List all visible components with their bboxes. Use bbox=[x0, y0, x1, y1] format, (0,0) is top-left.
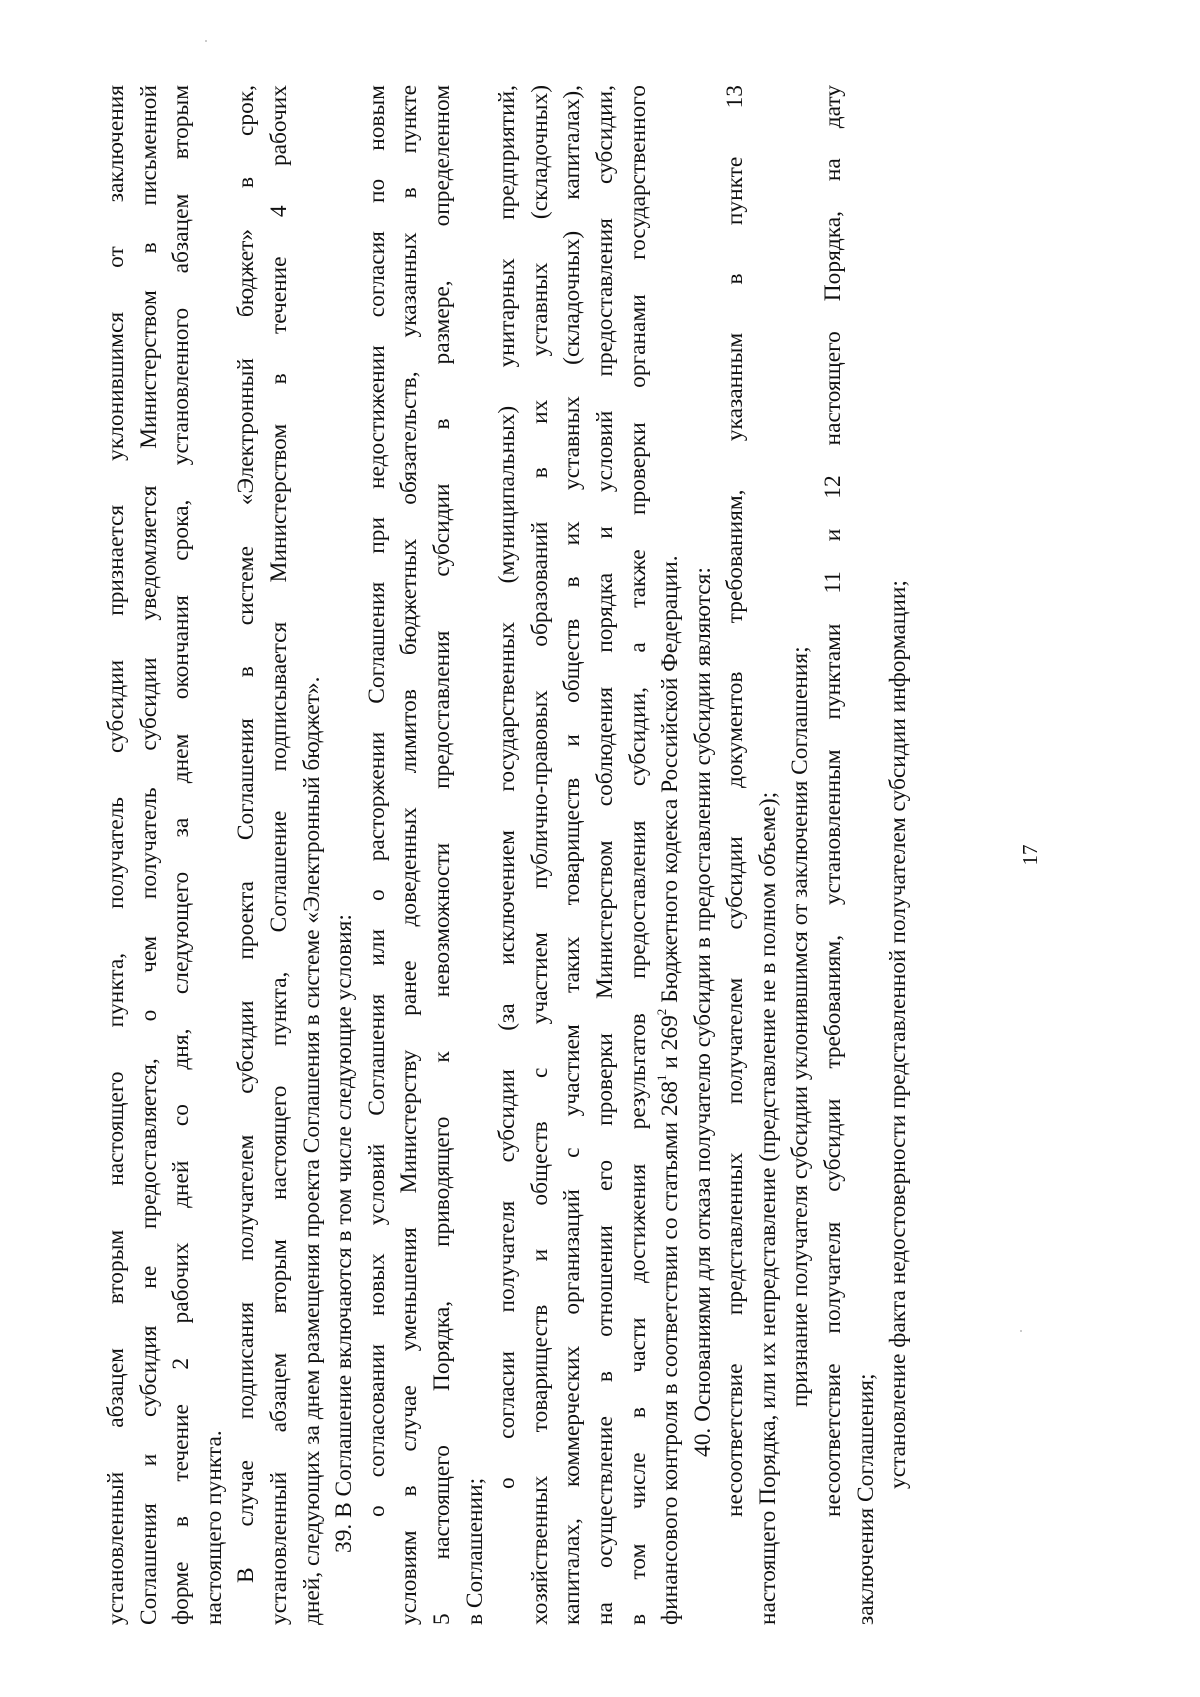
text-line: установленный абзацем вторым настоящего пункта, получатель субсидии признается уклонившимся от заключения bbox=[103, 85, 129, 1625]
text-line: на осуществление в отношении его проверки Министерством соблюдения порядка и условий предоставления субсидии, bbox=[591, 85, 618, 1625]
text-line: настоящего Порядка, или их непредставление (представление не в полном объеме); bbox=[754, 791, 781, 1625]
text-line: форме в течение 2 рабочих дней со дня, следующего за днем окончания срока, установленного абзацем вторым bbox=[168, 85, 195, 1625]
text-line: хозяйственных товариществ и обществ с участием публично-правовых образований в их уставных (складочных) bbox=[526, 85, 553, 1625]
text-line: 39. В Соглашение включаются в том числе следующие условия: bbox=[331, 914, 358, 1553]
text-line: 5 настоящего Порядка, приводящего к невозможности предоставления субсидии в размере, определенном bbox=[428, 85, 455, 1625]
text-line: дней, следующих за днем размещения проекта Соглашения в системе «Электронный бюджет». bbox=[298, 676, 325, 1625]
text-line: установление факта недостоверности представленной получателем субсидии информации; bbox=[885, 580, 912, 1489]
text-line: в Соглашении; bbox=[461, 1477, 488, 1625]
text-line: капиталах, коммерческих организаций с участием таких товариществ и обществ в их уставных (складочных) капиталах), bbox=[559, 85, 586, 1625]
text-line: установленный абзацем вторым настоящего пункта, Соглашение подписывается Министерством в течение 4 рабочих bbox=[265, 85, 292, 1625]
footnote-superscript: 2 bbox=[654, 1008, 670, 1016]
rotated-text-sheet bbox=[100, 85, 1100, 1625]
text-line: о согласии получателя субсидии (за исключением государственных (муниципальных) унитарных предприятий, bbox=[494, 85, 521, 1489]
text-line: 40. Основаниями для отказа получателю субсидии в предоставлении субсидии являются: bbox=[689, 567, 716, 1457]
text-line: несоответствие представленных получателем субсидии документов требованиям, указанным в пункте 13 bbox=[722, 85, 749, 1517]
text-line: несоответствие получателя субсидии требованиям, установленным пунктами 11 и 12 настоящего Порядка, на дату bbox=[820, 85, 847, 1517]
page-number: 17 bbox=[1018, 844, 1042, 866]
text-line: В случае подписания получателем субсидии проекта Соглашения в системе «Электронный бюджет» в срок, bbox=[233, 85, 260, 1583]
text-line: Соглашения и субсидия не предоставляется, о чем получатель субсидии уведомляется Министерством в письменной bbox=[135, 85, 162, 1625]
footnote-superscript: 1 bbox=[654, 1074, 670, 1082]
text-line: о согласовании новых условий Соглашения или о расторжении Соглашения при недостижении согласия по новым bbox=[363, 85, 390, 1517]
scan-speck bbox=[205, 40, 207, 42]
text-line: заключения Соглашения; bbox=[852, 1373, 879, 1625]
text-line: финансового контроля в соответствии со статьями $268^1$ и $269^2$ Бюджетного кодекса Российской Федерации. bbox=[654, 555, 684, 1625]
text-line: настоящего пункта. bbox=[200, 1430, 227, 1625]
text-line: признание получателя субсидии уклонившимся от заключения Соглашения; bbox=[787, 646, 814, 1407]
text-line: в том числе в части достижения результатов предоставления субсидии, а также проверки органами государственного bbox=[624, 85, 651, 1625]
body-text bbox=[100, 85, 915, 1625]
text-line: условиям в случае уменьшения Министерству ранее доведенных лимитов бюджетных обязательств, указанных в пункте bbox=[396, 85, 423, 1625]
